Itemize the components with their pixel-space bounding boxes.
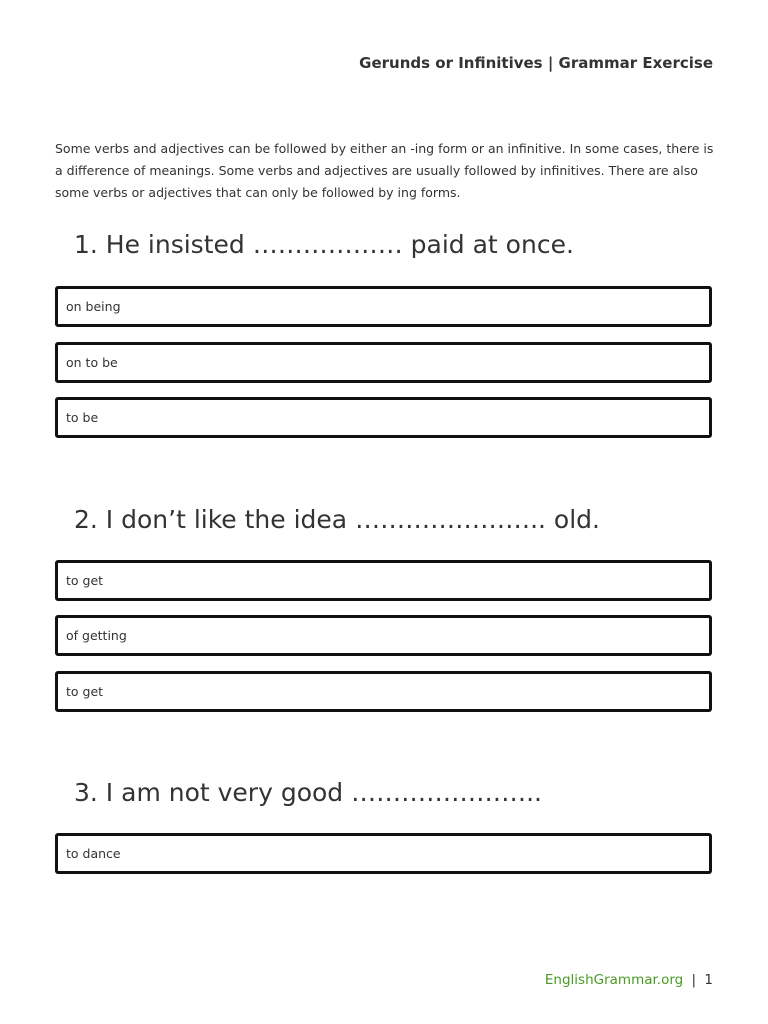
question-1-option-3[interactable] bbox=[55, 397, 712, 438]
option-label: to be bbox=[66, 410, 99, 425]
question-1-option-2[interactable] bbox=[55, 342, 712, 383]
option-label: to get bbox=[66, 684, 104, 699]
option-label: on to be bbox=[66, 355, 118, 370]
page-header-title: Gerunds or Infinitives | Grammar Exercise bbox=[359, 54, 713, 72]
footer-brand-link[interactable]: EnglishGrammar.org bbox=[544, 972, 684, 988]
question-3-text: 3. I am not very good ………………….. bbox=[74, 778, 542, 807]
page-footer bbox=[545, 972, 713, 988]
footer-page-number: 1 bbox=[704, 972, 713, 988]
option-label: to dance bbox=[66, 846, 121, 861]
question-2-text: 2. I don’t like the idea ………………….. old. bbox=[74, 505, 600, 534]
question-3-option-1[interactable] bbox=[55, 833, 712, 874]
question-1-text: 1. He insisted ……………… paid at once. bbox=[74, 230, 574, 259]
question-2-option-3[interactable] bbox=[55, 671, 712, 712]
option-label: to get bbox=[66, 573, 104, 588]
option-label: on being bbox=[66, 299, 121, 314]
option-label: of getting bbox=[66, 628, 127, 643]
question-2-option-2[interactable] bbox=[55, 615, 712, 656]
intro-paragraph: Some verbs and adjectives can be followed by either an -ing form or an infinitive. In some cases, there is a difference of meanings. Some verbs and adjectives are usually followed by infinitives. There are also some verbs or adjectives that can only be followed by ing forms. bbox=[55, 141, 714, 200]
question-2-option-1[interactable] bbox=[55, 560, 712, 601]
question-1-option-1[interactable] bbox=[55, 286, 712, 327]
footer-separator: | bbox=[691, 972, 697, 988]
